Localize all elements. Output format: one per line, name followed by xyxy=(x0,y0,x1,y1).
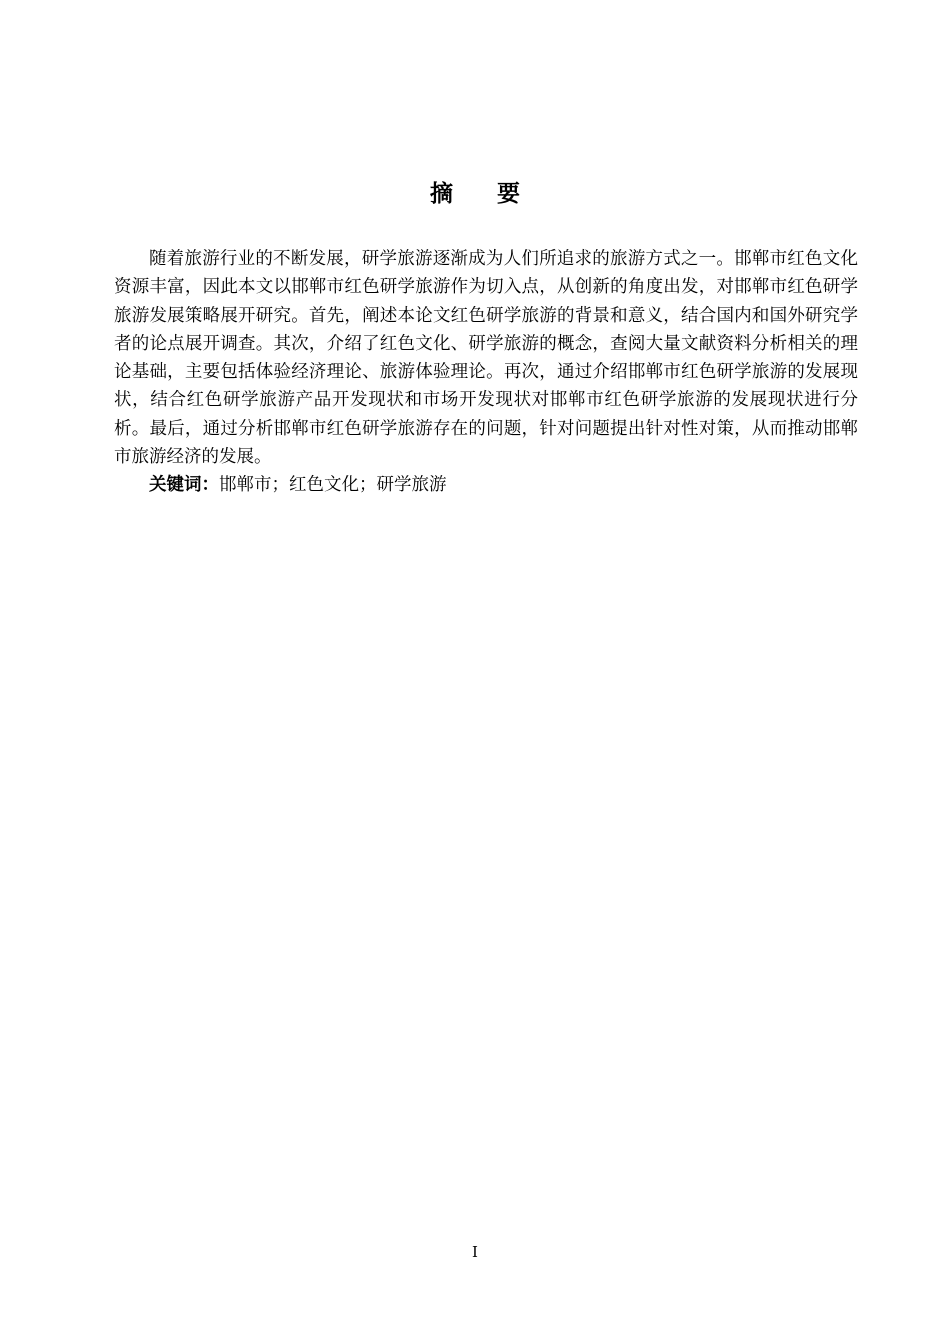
keywords-line xyxy=(114,471,858,499)
abstract-body xyxy=(114,245,858,500)
page-title: 摘要 xyxy=(430,181,564,207)
keywords-text: 邯郸市；红色文化；研学旅游 xyxy=(219,475,447,496)
abstract-paragraph: 随着旅游行业的不断发展，研学旅游逐渐成为人们所追求的旅游方式之一。邯郸市红色文化资源丰富，因此本文以邯郸市红色研学旅游作为切入点，从创新的角度出发，对邯郸市红色研学旅游发展策略展开研究。首先，阐述本论文红色研学旅游的背景和意义，结合国内和国外研究学者的论点展开调查。其次，介绍了红色文化、研学旅游的概念，查阅大量文献资料分析相关的理论基础，主要包括体验经济理论、旅游体验理论。再次，通过介绍邯郸市红色研学旅游的发展现状，结合红色研学旅游产品开发现状和市场开发现状对邯郸市红色研学旅游的发展现状进行分析。最后，通过分析邯郸市红色研学旅游存在的问题，针对问题提出针对性对策，从而推动邯郸市旅游经济的发展。 xyxy=(114,249,858,468)
page-number: I xyxy=(472,1243,478,1261)
keywords-label: 关键词： xyxy=(149,475,219,496)
